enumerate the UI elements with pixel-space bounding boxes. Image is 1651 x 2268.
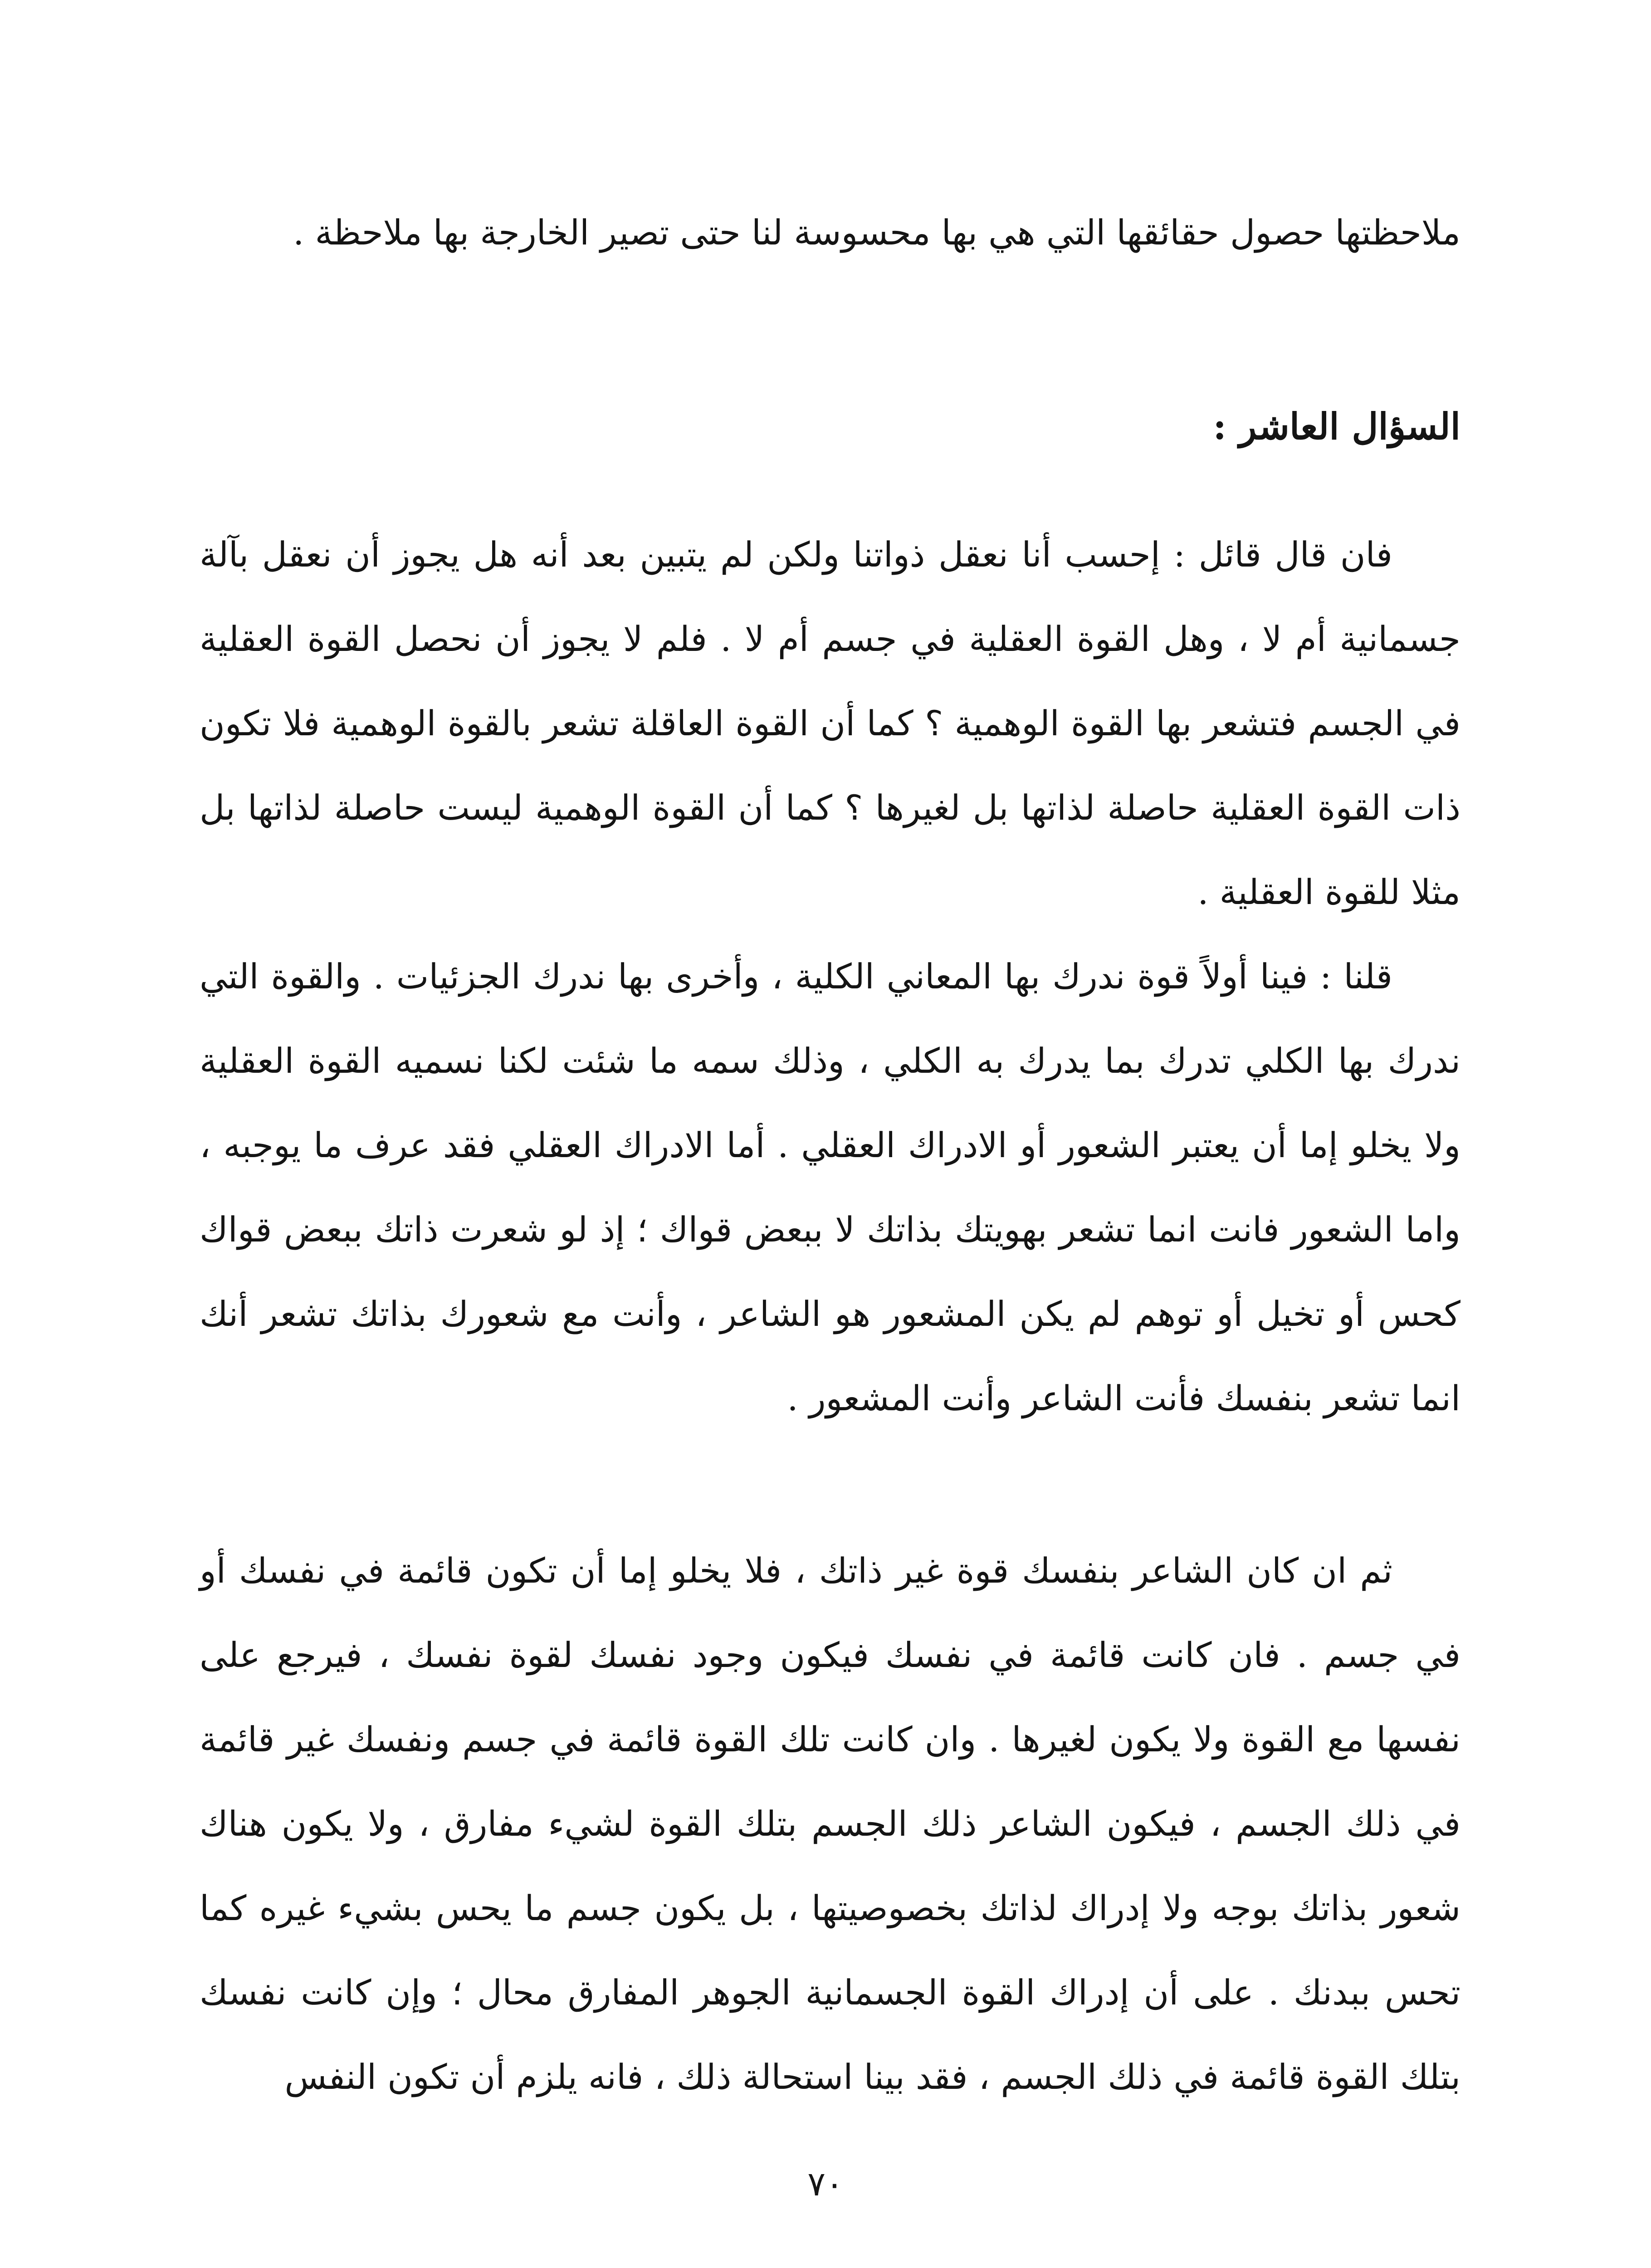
paragraph-4-text: ثم ان كان الشاعر بنفسك قوة غير ذاتك ، فلا يخلو إما أن تكون قائمة في نفسك أو في جسم . فان كانت قائمة في نفسك فيكون وجود نفسك لقوة نفسك ، فيرجع على نفسها مع القوة ولا يكون لغيرها . وان كانت تلك القوة قائمة في جسم ونفسك غير قائمة في ذلك الجسم ، فيكون الشاعر ذلك الجسم بتلك القوة لشيء مفارق ، ولا يكون هناك شعور بذاتك بوجه ولا إدراك لذاتك بخصوصيتها ، بل يكون جسم ما يحس بشيء غيره كما تحس ببدنك . على أن إدراك القوة الجسمانية الجوهر المفارق محال ؛ وإن كانت نفسك بتلك القوة قائمة في ذلك الجسم ، فقد بينا استحالة ذلك ، فانه يلزم أن تكون النفس <box>200 1550 1460 2097</box>
section-heading: السؤال العاشر : <box>1213 405 1460 448</box>
paragraph-continuation <box>200 191 1460 275</box>
paragraph-question <box>200 513 1460 934</box>
paragraph-2-text: فان قال قائل : إحسب أنا نعقل ذواتنا ولكن لم يتبين بعد أنه هل يجوز أن نعقل بآلة جسمانية أم لا ، وهل القوة العقلية في جسم أم لا . فلم لا يجوز أن نحصل القوة العقلية في الجسم فتشعر بها القوة الوهمية ؟ كما أن القوة العاقلة تشعر بالقوة الوهمية فلا تكون ذات القوة العقلية حاصلة لذاتها بل لغيرها ؟ كما أن القوة الوهمية ليست حاصلة لذاتها بل مثلا للقوة العقلية . <box>200 534 1460 912</box>
paragraph-argument <box>200 1529 1460 2119</box>
paragraph-1-text: ملاحظتها حصول حقائقها التي هي بها محسوسة لنا حتى تصير الخارجة بها ملاحظة . <box>293 212 1460 253</box>
paragraph-answer <box>200 934 1460 1441</box>
paragraph-3-text: قلنا : فينا أولاً قوة ندرك بها المعاني الكلية ، وأخرى بها ندرك الجزئيات . والقوة التي ندرك بها الكلي تدرك بما يدرك به الكلي ، وذلك سمه ما شئت لكنا نسميه القوة العقلية ولا يخلو إما أن يعتبر الشعور أو الادراك العقلي . أما الادراك العقلي فقد عرف ما يوجبه ، واما الشعور فانت انما تشعر بهويتك بذاتك لا ببعض قواك ؛ إذ لو شعرت ذاتك ببعض قواك كحس أو تخيل أو توهم لم يكن المشعور هو الشاعر ، وأنت مع شعورك بذاتك تشعر أنك انما تشعر بنفسك فأنت الشاعر وأنت المشعور . <box>200 956 1460 1418</box>
page-number: ٧٠ <box>807 2165 844 2204</box>
